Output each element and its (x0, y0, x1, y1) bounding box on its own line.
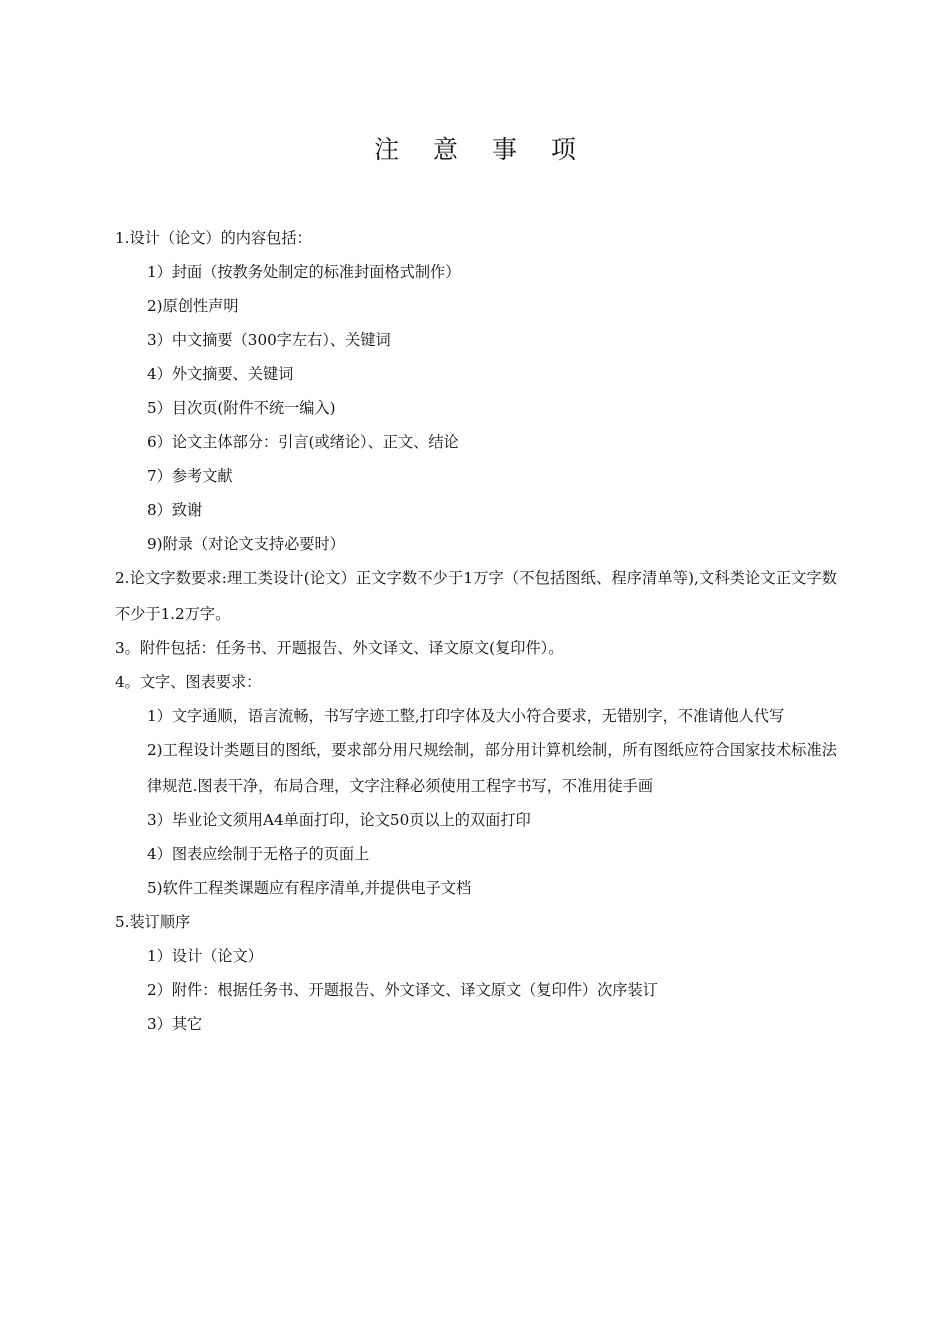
list-item: 5)软件工程类课题应有程序清单,并提供电子文档 (147, 879, 472, 897)
list-item: 3）毕业论文须用A4单面打印，论文50页以上的双面打印 (147, 811, 531, 829)
list-item: 9)附录（对论文支持必要时） (147, 535, 345, 553)
section-heading-binding-order: 5.装订顺序 (115, 913, 191, 931)
list-item: 1）设计（论文） (147, 947, 263, 965)
list-item: 7）参考文献 (147, 467, 233, 485)
section-heading-text-figures: 4。文字、图表要求： (115, 673, 262, 691)
section-heading-attachments: 3。附件包括：任务书、开题报告、外文译文、译文原文(复印件）。 (115, 639, 564, 657)
list-item: 8）致谢 (147, 501, 203, 519)
section-heading-contents: 1.设计（论文）的内容包括： (115, 229, 312, 247)
page-title: 注 意 事 项 (374, 135, 589, 164)
list-item: 2)工程设计类题目的图纸，要求部分用尺规绘制，部分用计算机绘制，所有图纸应符合国家技术标准法律规范.图表干净，布局合理，文字注释必须使用工程字书写，不准用徒手画 (147, 741, 837, 795)
list-item: 1）文字通顺，语言流畅，书写字迹工整,打印字体及大小符合要求，无错别字，不准请他人代写 (147, 707, 785, 725)
list-item: 5）目次页(附件不统一编入) (147, 399, 336, 417)
list-item: 3）中文摘要（300字左右）、关键词 (147, 331, 391, 349)
list-item: 6）论文主体部分：引言(或绪论）、正文、结论 (147, 433, 459, 451)
list-item: 4）图表应绘制于无格子的页面上 (147, 845, 370, 863)
list-item: 3）其它 (147, 1015, 203, 1033)
section-heading-word-count: 2.论文字数要求:理工类设计(论文）正文字数不少于1万字（不包括图纸、程序清单等),文科类论文正文字数不少于1.2万字。 (115, 569, 837, 623)
list-item: 1）封面（按教务处制定的标准封面格式制作） (147, 263, 461, 281)
list-item: 2)原创性声明 (147, 297, 239, 315)
list-item: 4）外文摘要、关键词 (147, 365, 294, 383)
notice-content (115, 226, 837, 1046)
list-item: 2）附件：根据任务书、开题报告、外文译文、译文原文（复印件）次序装订 (147, 981, 658, 999)
